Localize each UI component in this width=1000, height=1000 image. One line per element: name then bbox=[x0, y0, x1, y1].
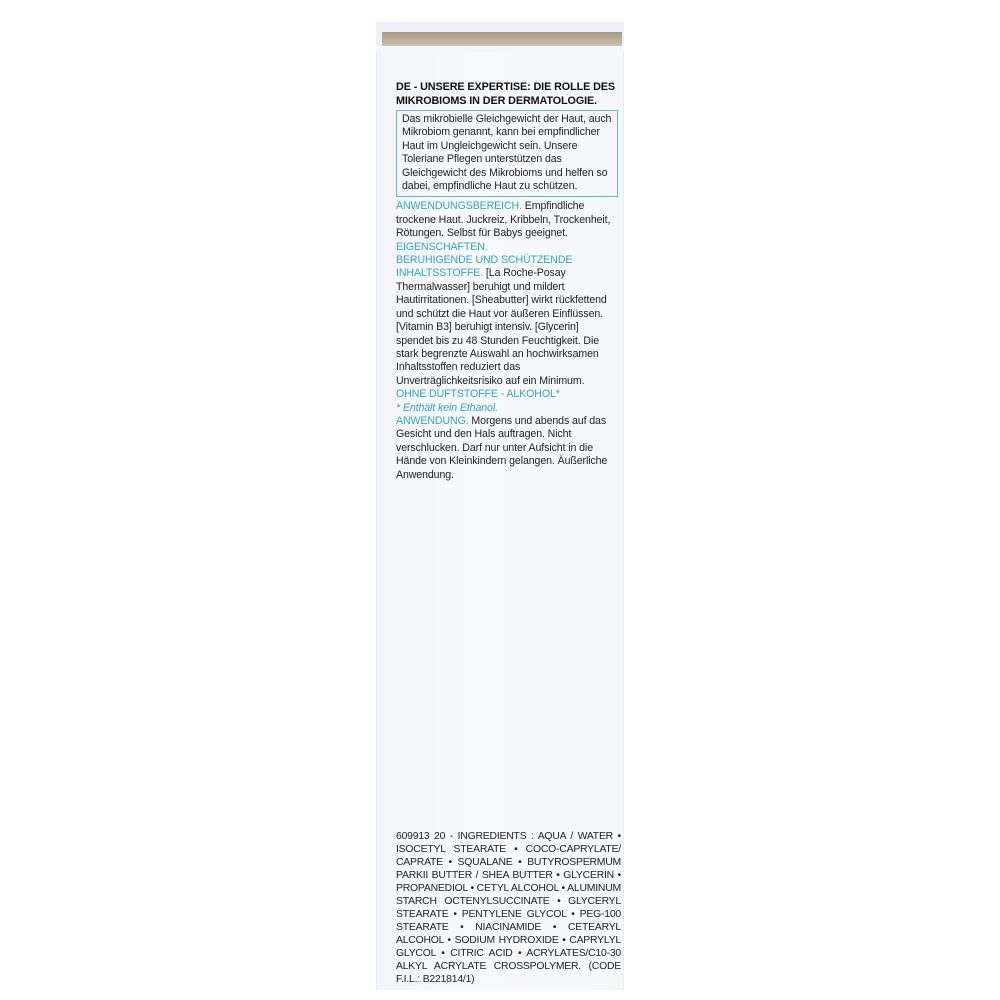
properties-text: [La Roche-Posay Thermalwasser] beruhigt und mildert Hautirritationen. [Sheabutter] wirkt rückfettend und schützt die Haut vor äußeren Einflüssen. [Vitamin B3] beruhigt intensiv. [Glycerin] spendet bis zu 48 Stunden Feuchtigkeit. Die stark begrenzte Auswahl an hochwirksamen Inhaltsstoffen reduziert das Unverträglichkeitsrisiko auf ein Minimum. bbox=[396, 267, 607, 387]
microbiome-info-box bbox=[396, 110, 618, 197]
properties bbox=[396, 241, 618, 388]
usage-label: ANWENDUNG. bbox=[396, 414, 469, 427]
expertise-heading: DE - UNSERE EXPERTISE: DIE ROLLE DES MIKROBIOMS IN DER DERMATOLOGIE. bbox=[396, 81, 615, 107]
application-area-label: ANWENDUNGSBEREICH. bbox=[396, 200, 522, 213]
free-from-label: OHNE DUFTSTOFFE - ALKOHOL* bbox=[396, 388, 560, 401]
application-area bbox=[396, 200, 618, 240]
box-top-flap bbox=[376, 22, 624, 52]
properties-label: EIGENSCHAFTEN. bbox=[396, 240, 488, 253]
product-description bbox=[396, 80, 618, 482]
ingredients-list: 609913 20 - INGREDIENTS : AQUA / WATER • ISOCETYL STEARATE • COCO-CAPRYLATE/ CAPRATE • SQUALANE • BUTYROSPERMUM PARKII BUTTER / SHEA BUTTER • GLYCERIN • PROPANEDIOL • CETYL ALCOHOL • ALUMINUM STARCH OCTENYLSUCCINATE • GLYCERYL STEARATE • PENTYLENE GLYCOL • PEG-100 STEARATE • NIACINAMIDE • CETEARYL ALCOHOL • SODIUM HYDROXIDE • CAPRYLYL GLYCOL • CITRIC ACID • ACRYLATES/C10-30 ALKYL ACRYLATE CROSSPOLYMER. (CODE F.I.L.: B221814/1) bbox=[396, 831, 621, 985]
usage-text: Morgens und abends auf das Gesicht und den Hals auftragen. Nicht verschlucken. Darf nur unter Aufsicht in die Hände von Kleinkindern gelangen. Äußerliche Anwendung. bbox=[396, 414, 608, 481]
properties-sublabel: BERUHIGENDE UND SCHÜTZENDE INHALTSSTOFFE. bbox=[396, 254, 573, 280]
microbiome-text: Das mikrobielle Gleichgewicht der Haut, auch Mikrobiom genannt, kann bei empfindlicher Haut im Ungleichgewicht sein. Unsere Toleriane Pflegen unterstützen das Gleichgewicht des Mikrobioms und helfen so dabei, empfindliche Haut zu schützen. bbox=[402, 113, 612, 193]
usage bbox=[396, 415, 618, 482]
product-box-side bbox=[376, 22, 624, 990]
application-area-text: Empfindliche trockene Haut. Juckreiz, Kribbeln, Trockenheit, Rötungen. Selbst für Babys geeignet. bbox=[396, 200, 611, 240]
free-from-note: * Enthält kein Ethanol. bbox=[396, 401, 498, 414]
